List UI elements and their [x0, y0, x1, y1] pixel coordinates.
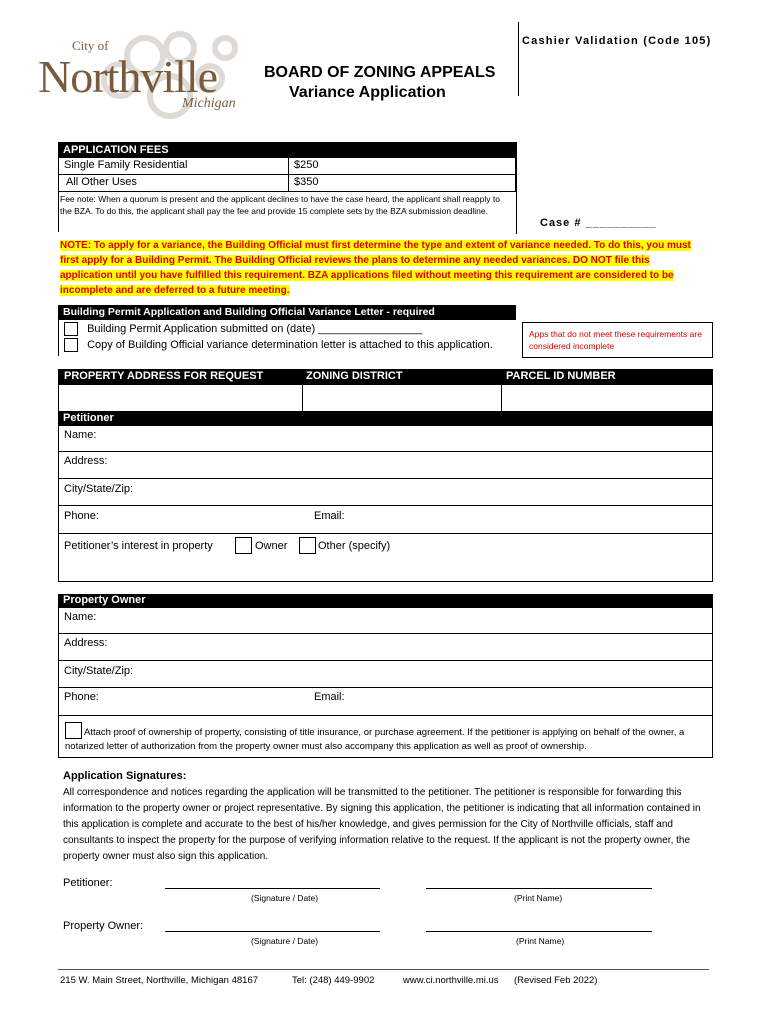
- permit-item-1-text: Building Permit Application submitted on (date) _________________: [87, 322, 423, 335]
- footer-address: 215 W. Main Street, Northville, Michigan 48167: [60, 975, 259, 986]
- proof-text: [65, 726, 710, 754]
- petitioner-contact-row: [59, 506, 712, 534]
- signatures-body: All correspondence and notices regarding the application will be transmitted to the petitioner. The petitioner is responsible for forwarding this information to the property owner or project representative. By signing this application, the petitioner is indicating that all information contained in this application is complete and accurate to the best of his/her knowledge, and gives permission for the City of Northville officials, staff and consultants to inspect the property for the purpose of verifying information relative to the request. If the applicant is not the property owner, the property owner must also sign this application.: [63, 787, 701, 862]
- logo-name: Northville: [38, 51, 218, 102]
- footer-website[interactable]: www.ci.northville.mi.us: [403, 975, 499, 986]
- fee-section-divider: [58, 192, 59, 232]
- permit-header: Building Permit Application and Building Official Variance Letter - required: [58, 305, 516, 320]
- fees-table: [58, 158, 516, 192]
- interest-other-label: Other (specify): [318, 540, 391, 552]
- permit-left-border: [58, 320, 59, 356]
- permit-item-2-text: Copy of Building Official variance determination letter is attached to this application.: [87, 338, 493, 351]
- petitioner-signature-label: Petitioner:: [63, 877, 113, 889]
- incomplete-warning-text: Apps that do not meet these requirements are considered incomplete: [529, 329, 702, 351]
- variance-note: [60, 238, 705, 298]
- page-title: BOARD OF ZONING APPEALS: [264, 64, 496, 81]
- petitioner-city-field[interactable]: [59, 479, 712, 506]
- fee-right-border: [516, 142, 517, 234]
- owner-city-label: City/State/Zip:: [64, 665, 134, 677]
- zoning-district-header: ZONING DISTRICT: [306, 370, 403, 382]
- fee-label-single-family: Single Family Residential: [64, 159, 188, 171]
- petitioner-address-field[interactable]: [59, 452, 712, 479]
- interest-other-checkbox[interactable]: [299, 537, 316, 554]
- owner-header: Property Owner: [58, 594, 713, 608]
- case-number-label: Case # __________: [540, 217, 657, 229]
- owner-signature-label: Property Owner:: [63, 920, 144, 932]
- petitioner-section: [58, 426, 713, 582]
- owner-section: [58, 608, 713, 716]
- petitioner-address-label: Address:: [64, 455, 108, 467]
- property-address-header: PROPERTY ADDRESS FOR REQUEST: [64, 370, 264, 382]
- interest-owner-checkbox[interactable]: [235, 537, 252, 554]
- fee-amount-other: $350: [294, 176, 319, 188]
- petitioner-header: Petitioner: [58, 412, 713, 426]
- owner-sig-date-caption: (Signature / Date): [251, 936, 319, 946]
- owner-address-field[interactable]: [59, 634, 712, 661]
- permit-item-1: [64, 322, 422, 336]
- proof-section: [58, 716, 713, 758]
- petitioner-email-label: Email:: [314, 510, 345, 522]
- page-subtitle: Variance Application: [289, 84, 446, 101]
- petitioner-signature-line[interactable]: [165, 888, 380, 889]
- fee-note: Fee note: When a quorum is present and the applicant declines to have the case heard, the applicant shall reapply to the BZA. To do this, the applicant shall pay the fee and provide 15 complete sets by the BZA submission deadline.: [60, 194, 500, 216]
- petitioner-interest-row: [59, 534, 712, 562]
- owner-print-caption: (Print Name): [516, 936, 565, 946]
- fee-amount-single-family: $250: [294, 159, 319, 171]
- owner-name-field[interactable]: [59, 608, 712, 634]
- owner-address-label: Address:: [64, 637, 108, 649]
- variance-note-text: NOTE: To apply for a variance, the Building Official must first determine the type and extent of variance needed. To do this, you must first apply for a Building Permit. The Building Official reviews the plans to determine any needed variances. DO NOT file this application until you have fulfilled this requirement. BZA applications filed without meeting this requirement are considered to be incomplete and are deferred to a future meeting.: [60, 240, 691, 296]
- owner-contact-row: [59, 688, 712, 714]
- zoning-district-input[interactable]: [303, 385, 501, 411]
- permit-item-2: [64, 338, 493, 352]
- petitioner-print-line[interactable]: [426, 888, 652, 889]
- petitioner-name-field[interactable]: [59, 426, 712, 452]
- permit-submitted-checkbox[interactable]: [64, 322, 78, 336]
- owner-city-field[interactable]: [59, 661, 712, 688]
- petitioner-sig-date-caption: (Signature / Date): [251, 893, 319, 903]
- petitioner-phone-label: Phone:: [64, 510, 99, 522]
- signatures-header: Application Signatures:: [63, 770, 187, 782]
- logo-state: Michigan: [182, 96, 236, 111]
- petitioner-city-label: City/State/Zip:: [64, 483, 134, 495]
- incomplete-warning-box: [522, 322, 713, 358]
- owner-name-label: Name:: [64, 611, 97, 623]
- petitioner-print-caption: (Print Name): [514, 893, 563, 903]
- footer-phone: Tel: (248) 449-9902: [292, 975, 375, 986]
- owner-email-label: Email:: [314, 691, 345, 703]
- petitioner-name-label: Name:: [64, 429, 97, 441]
- owner-phone-label: Phone:: [64, 691, 99, 703]
- property-address-input[interactable]: [59, 385, 302, 411]
- fees-header: APPLICATION FEES: [58, 142, 516, 158]
- city-logo: [30, 18, 245, 128]
- footer-revised: (Revised Feb 2022): [514, 975, 598, 986]
- property-header: [58, 369, 713, 385]
- petitioner-interest-label: Petitioner’s interest in property: [64, 540, 213, 552]
- owner-print-line[interactable]: [426, 931, 652, 932]
- property-input-row: [58, 385, 713, 412]
- parcel-id-input[interactable]: [502, 385, 712, 411]
- fee-label-other: All Other Uses: [66, 176, 137, 188]
- cashier-box-border: [518, 22, 519, 96]
- footer-divider: [58, 969, 709, 970]
- logo-city-of: City of: [72, 38, 109, 53]
- cashier-label: Cashier Validation (Code 105): [522, 35, 712, 47]
- owner-signature-line[interactable]: [165, 931, 380, 932]
- letter-attached-checkbox[interactable]: [64, 338, 78, 352]
- interest-owner-label: Owner: [255, 540, 288, 552]
- parcel-id-header: PARCEL ID NUMBER: [506, 370, 616, 382]
- proof-text-content: Attach proof of ownership of property, consisting of title insurance, or purchase agreement. If the petitioner is applying on behalf of the owner, a notarized letter of authorization from the property owner must also accompany this application as well as proof of ownership.: [65, 727, 685, 752]
